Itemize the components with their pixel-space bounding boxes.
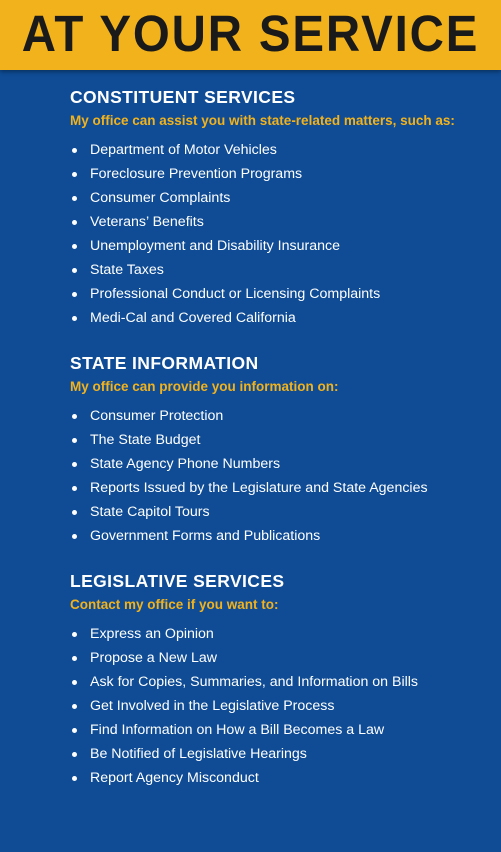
list-item: Foreclosure Prevention Programs	[70, 162, 490, 186]
section-lead: My office can provide you information on:	[70, 379, 339, 394]
list-item: State Taxes	[70, 258, 490, 282]
list-item: Government Forms and Publications	[70, 524, 490, 548]
bullet-icon	[72, 316, 77, 321]
page-title: AT YOUR SERVICE	[21, 5, 480, 62]
list-item: Department of Motor Vehicles	[70, 138, 490, 162]
list-item: Unemployment and Disability Insurance	[70, 234, 490, 258]
list-item: Consumer Complaints	[70, 186, 490, 210]
bullet-icon	[72, 486, 77, 491]
bullet-icon	[72, 268, 77, 273]
list-item: State Agency Phone Numbers	[70, 452, 490, 476]
service-list	[70, 404, 490, 548]
section-heading: STATE INFORMATION	[70, 353, 259, 373]
bullet-icon	[72, 438, 77, 443]
main-content	[70, 86, 490, 812]
section-heading: CONSTITUENT SERVICES	[70, 87, 296, 107]
list-item: State Capitol Tours	[70, 500, 490, 524]
section-legislative-services	[70, 570, 490, 790]
list-item: Ask for Copies, Summaries, and Information on Bills	[70, 670, 490, 694]
bullet-icon	[72, 414, 77, 419]
header-banner	[0, 0, 501, 70]
bullet-icon	[72, 632, 77, 637]
bullet-icon	[72, 510, 77, 515]
bullet-icon	[72, 776, 77, 781]
bullet-icon	[72, 752, 77, 757]
list-item: Propose a New Law	[70, 646, 490, 670]
list-item: Get Involved in the Legislative Process	[70, 694, 490, 718]
bullet-icon	[72, 704, 77, 709]
service-list	[70, 622, 490, 790]
bullet-icon	[72, 172, 77, 177]
bullet-icon	[72, 656, 77, 661]
list-item: The State Budget	[70, 428, 490, 452]
list-item: Find Information on How a Bill Becomes a Law	[70, 718, 490, 742]
list-item: Professional Conduct or Licensing Complaints	[70, 282, 490, 306]
section-constituent-services	[70, 86, 490, 330]
list-item: Report Agency Misconduct	[70, 766, 490, 790]
bullet-icon	[72, 220, 77, 225]
section-lead: Contact my office if you want to:	[70, 597, 279, 612]
section-state-information	[70, 352, 490, 548]
list-item: Medi-Cal and Covered California	[70, 306, 490, 330]
list-item: Consumer Protection	[70, 404, 490, 428]
list-item: Be Notified of Legislative Hearings	[70, 742, 490, 766]
list-item: Veterans’ Benefits	[70, 210, 490, 234]
bullet-icon	[72, 534, 77, 539]
bullet-icon	[72, 292, 77, 297]
bullet-icon	[72, 728, 77, 733]
bullet-icon	[72, 462, 77, 467]
list-item: Express an Opinion	[70, 622, 490, 646]
list-item: Reports Issued by the Legislature and State Agencies	[70, 476, 490, 500]
bullet-icon	[72, 244, 77, 249]
bullet-icon	[72, 148, 77, 153]
section-heading: LEGISLATIVE SERVICES	[70, 571, 285, 591]
section-lead: My office can assist you with state-related matters, such as:	[70, 113, 455, 128]
bullet-icon	[72, 680, 77, 685]
bullet-icon	[72, 196, 77, 201]
service-list	[70, 138, 490, 330]
